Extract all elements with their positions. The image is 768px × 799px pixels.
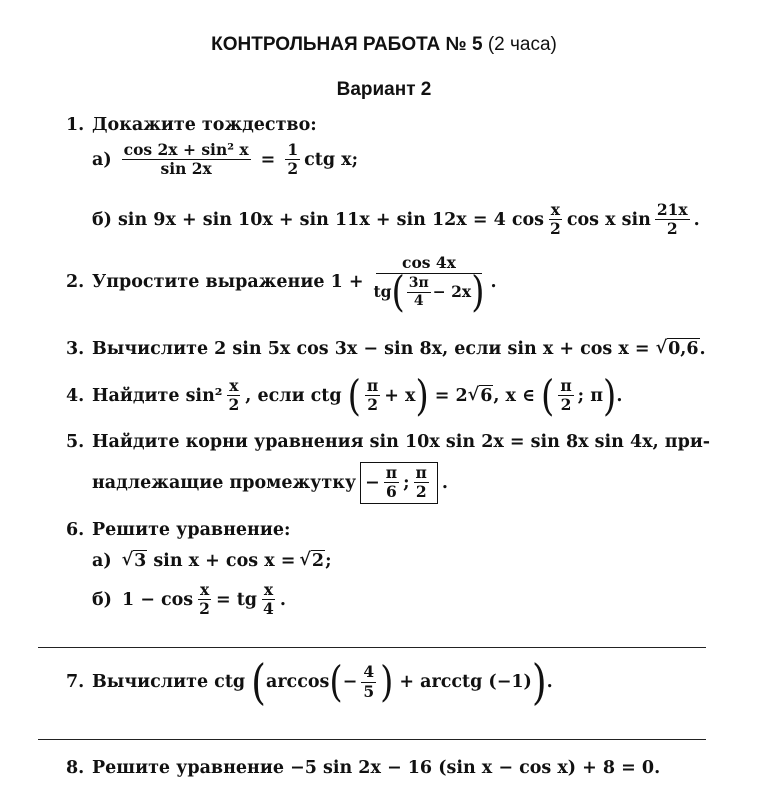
task-1a-half	[285, 142, 300, 178]
task-1b-end: .	[693, 209, 700, 230]
task-4-fraction-2	[365, 378, 380, 414]
task-4-fraction-1	[226, 378, 241, 414]
task-2-den-post: − 2x	[432, 282, 472, 302]
work-title-bold: КОНТРОЛЬНАЯ РАБОТА № 5	[211, 34, 483, 55]
task-4-f3-den: 2	[560, 395, 572, 415]
task-1b-label: б)	[92, 209, 112, 230]
task-4-text-5: , x ∈	[493, 385, 536, 406]
task-6a-end: ;	[325, 550, 332, 571]
task-5-minus: −	[365, 472, 380, 493]
task-5-end: .	[441, 472, 448, 493]
task-6a-mid: sin x + cos x =	[153, 550, 296, 571]
task-7-text: Вычислите ctg	[92, 672, 246, 692]
task-5-f1-den: 6	[386, 482, 397, 502]
task-5-text-1: Найдите корни уравнения sin 10x sin 2x = sin 8x sin 4x, при-	[92, 432, 711, 452]
task-2-text: Упростите выражение 1 +	[92, 272, 364, 293]
variant-title: Вариант 2	[336, 79, 432, 100]
task-2-den-tg: tg	[373, 282, 392, 302]
task-4-f2-num: π	[366, 376, 379, 395]
task-6a	[92, 550, 332, 571]
task-5-f2-num: π	[415, 463, 427, 482]
task-4-radicand: 6	[480, 386, 493, 407]
task-6-text: Решите уравнение:	[92, 520, 291, 540]
task-1b-text: sin 9x + sin 10x + sin 11x + sin 12x = 4 cos	[117, 209, 545, 230]
task-6a-sqrt-1	[122, 550, 148, 571]
task-6a-sqrt-2	[299, 550, 325, 571]
task-1a-equals: =	[260, 149, 276, 170]
task-1a-label: а)	[92, 149, 112, 170]
task-6	[66, 520, 290, 540]
task-6b-fraction-1	[197, 582, 212, 618]
task-6b-label: б)	[92, 589, 112, 610]
task-4-text-1: Найдите sin²	[92, 385, 223, 406]
task-6b-fraction-2	[261, 582, 276, 618]
task-5-line-2	[92, 462, 448, 504]
task-1b-f2-num: 21x	[656, 200, 688, 219]
task-7-end: .	[546, 672, 553, 692]
task-1a-fraction	[122, 142, 251, 178]
task-6b	[92, 582, 286, 618]
task-5-line-1	[66, 432, 710, 452]
task-5-text-2: надлежащие промежутку	[92, 472, 357, 493]
sqrt-icon: √	[121, 550, 134, 570]
task-4-fraction-3	[558, 378, 573, 414]
task-1-text: Докажите тождество:	[92, 115, 317, 135]
task-1b-fraction-2	[655, 202, 690, 238]
task-7-number: 7.	[66, 672, 85, 692]
task-6b-end: .	[279, 589, 286, 610]
task-6b-mid: = tg	[215, 589, 258, 610]
task-1a-half-den: 2	[287, 159, 299, 179]
task-4-text-4: = 2	[434, 385, 468, 406]
task-2-fraction	[372, 253, 487, 318]
task-5-interval	[360, 462, 438, 504]
task-6a-label: а)	[92, 550, 112, 571]
task-1-number: 1.	[66, 115, 85, 135]
task-7-arccos: arccos	[265, 672, 330, 692]
task-4-f1-den: 2	[228, 395, 240, 415]
task-7-minus: −	[342, 672, 358, 692]
task-1a-numerator: cos 2x + sin² x	[123, 140, 249, 159]
task-2-number: 2.	[66, 272, 85, 293]
task-3-radicand: 0,6	[668, 339, 699, 359]
task-3-number: 3.	[66, 338, 85, 359]
task-2-den-f-num: 3π	[408, 275, 429, 292]
task-6a-radicand-1: 3	[134, 551, 147, 571]
task-8-number: 8.	[66, 758, 85, 778]
task-6a-radicand-2: 2	[311, 551, 325, 571]
task-2-end: .	[490, 272, 497, 293]
left-paren-icon: (	[391, 267, 405, 318]
task-6b-pre: 1 − cos	[121, 589, 194, 610]
task-4-text-2: , если ctg	[245, 385, 342, 406]
right-paren-icon: )	[603, 370, 617, 421]
task-5-fraction-1	[384, 465, 399, 501]
task-7-fraction	[361, 664, 376, 700]
task-7-f-den: 5	[363, 681, 375, 701]
task-1a-half-num: 1	[287, 140, 299, 159]
task-4-sqrt	[468, 385, 494, 406]
task-4-f2-den: 2	[367, 395, 378, 415]
task-5-f2-den: 2	[415, 482, 427, 502]
task-8-text: Решите уравнение −5 sin 2x − 16 (sin x − cos x) + 8 = 0.	[92, 758, 661, 778]
task-1a-denominator: sin 2x	[160, 159, 212, 179]
task-1b-f1-num: x	[550, 200, 561, 219]
left-paren-icon: (	[329, 657, 343, 707]
task-3-sqrt	[656, 338, 700, 359]
sqrt-icon: √	[655, 338, 668, 358]
left-paren-icon: (	[251, 654, 266, 710]
work-title-duration: (2 часа)	[487, 34, 557, 55]
task-2-denominator	[372, 267, 487, 318]
task-4-end: .	[616, 385, 623, 406]
left-paren-icon: (	[541, 370, 555, 421]
task-4-number: 4.	[66, 385, 85, 406]
right-paren-icon: )	[471, 267, 485, 318]
task-6b-f1-den: 2	[199, 599, 210, 619]
task-1	[66, 115, 317, 135]
task-2-den-fraction	[407, 276, 431, 308]
task-7-rest: + arcctg (−1)	[399, 672, 532, 692]
task-4-f1-num: x	[229, 376, 239, 395]
task-6-number: 6.	[66, 520, 85, 540]
task-5-fraction-2	[414, 465, 429, 501]
task-1b-f2-den: 2	[666, 219, 678, 239]
right-paren-icon: )	[380, 657, 394, 707]
task-3-end: .	[699, 338, 706, 359]
divider-2	[38, 739, 706, 740]
task-5-sep: ;	[403, 472, 410, 493]
task-1b	[92, 202, 700, 238]
task-6b-f2-num: x	[263, 580, 274, 599]
task-3-text: Вычислите 2 sin 5x cos 3x − sin 8x, если sin x + cos x =	[92, 338, 650, 359]
right-paren-icon: )	[531, 654, 547, 710]
task-7-f-num: 4	[363, 662, 375, 682]
task-2	[66, 253, 497, 318]
task-4-text-3: + x	[384, 385, 416, 406]
task-1b-f1-den: 2	[550, 219, 561, 239]
task-5-f1-num: π	[385, 463, 398, 482]
task-5-number: 5.	[66, 432, 85, 452]
left-paren-icon: (	[347, 370, 361, 421]
task-1b-mid: cos x sin	[566, 209, 651, 230]
task-4-f3-num: π	[560, 376, 572, 395]
task-1a	[92, 142, 358, 178]
sqrt-icon: √	[467, 385, 480, 406]
task-6b-f2-den: 4	[263, 599, 274, 619]
sqrt-icon: √	[299, 550, 311, 570]
task-2-den-f-den: 4	[413, 292, 424, 309]
task-6b-f1-num: x	[199, 580, 210, 599]
task-4	[66, 370, 623, 421]
work-title	[0, 34, 768, 56]
divider-1	[38, 647, 706, 648]
right-paren-icon: )	[415, 370, 429, 421]
task-1a-tail: ctg x;	[304, 149, 359, 170]
task-3	[66, 338, 706, 359]
task-2-numerator: cos 4x	[376, 255, 482, 274]
task-4-text-6: ; π	[577, 385, 604, 406]
task-7	[66, 654, 553, 710]
task-1b-fraction-1	[548, 202, 563, 238]
task-8	[66, 758, 660, 778]
